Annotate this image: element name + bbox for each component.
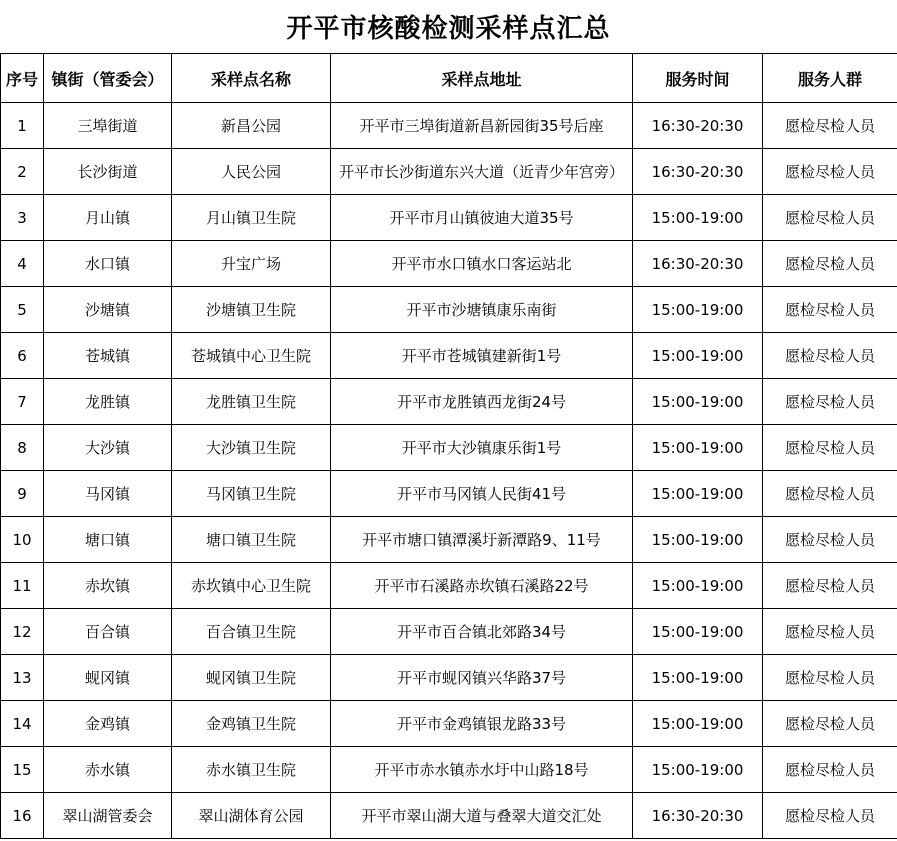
cell-address: 开平市沙塘镇康乐南街 (331, 287, 633, 333)
cell-site: 塘口镇卫生院 (172, 517, 331, 563)
cell-address: 开平市苍城镇建新街1号 (331, 333, 633, 379)
table-row (1, 149, 897, 195)
table-header-row (1, 54, 897, 103)
cell-time: 16:30-20:30 (633, 103, 763, 149)
cell-address: 开平市赤水镇赤水圩中山路18号 (331, 747, 633, 793)
cell-time: 15:00-19:00 (633, 701, 763, 747)
cell-time: 15:00-19:00 (633, 287, 763, 333)
table-row (1, 655, 897, 701)
table-row (1, 241, 897, 287)
cell-site: 升宝广场 (172, 241, 331, 287)
cell-address: 开平市长沙街道东兴大道（近青少年宫旁） (331, 149, 633, 195)
cell-town: 翠山湖管委会 (44, 793, 172, 839)
cell-site: 苍城镇中心卫生院 (172, 333, 331, 379)
table-row (1, 425, 897, 471)
cell-group: 愿检尽检人员 (763, 103, 897, 149)
table-row (1, 701, 897, 747)
cell-group: 愿检尽检人员 (763, 241, 897, 287)
table-row (1, 793, 897, 839)
cell-index: 4 (1, 241, 44, 287)
cell-group: 愿检尽检人员 (763, 471, 897, 517)
cell-town: 月山镇 (44, 195, 172, 241)
cell-town: 金鸡镇 (44, 701, 172, 747)
cell-index: 13 (1, 655, 44, 701)
cell-town: 水口镇 (44, 241, 172, 287)
cell-group: 愿检尽检人员 (763, 149, 897, 195)
cell-group: 愿检尽检人员 (763, 425, 897, 471)
cell-town: 长沙街道 (44, 149, 172, 195)
cell-time: 16:30-20:30 (633, 149, 763, 195)
cell-time: 15:00-19:00 (633, 563, 763, 609)
cell-time: 15:00-19:00 (633, 655, 763, 701)
cell-town: 沙塘镇 (44, 287, 172, 333)
cell-group: 愿检尽检人员 (763, 793, 897, 839)
cell-site: 赤坎镇中心卫生院 (172, 563, 331, 609)
cell-town: 赤坎镇 (44, 563, 172, 609)
page-title: 开平市核酸检测采样点汇总 (286, 14, 611, 44)
cell-site: 百合镇卫生院 (172, 609, 331, 655)
column-header-group: 服务人群 (763, 54, 897, 103)
cell-site: 翠山湖体育公园 (172, 793, 331, 839)
cell-group: 愿检尽检人员 (763, 609, 897, 655)
cell-site: 马冈镇卫生院 (172, 471, 331, 517)
cell-index: 11 (1, 563, 44, 609)
cell-time: 15:00-19:00 (633, 333, 763, 379)
cell-address: 开平市石溪路赤坎镇石溪路22号 (331, 563, 633, 609)
table-row (1, 747, 897, 793)
cell-address: 开平市水口镇水口客运站北 (331, 241, 633, 287)
cell-group: 愿检尽检人员 (763, 747, 897, 793)
cell-index: 9 (1, 471, 44, 517)
cell-group: 愿检尽检人员 (763, 563, 897, 609)
cell-site: 赤水镇卫生院 (172, 747, 331, 793)
table-row (1, 103, 897, 149)
cell-time: 15:00-19:00 (633, 425, 763, 471)
cell-site: 月山镇卫生院 (172, 195, 331, 241)
cell-address: 开平市金鸡镇银龙路33号 (331, 701, 633, 747)
cell-town: 赤水镇 (44, 747, 172, 793)
table-row (1, 471, 897, 517)
cell-address: 开平市龙胜镇西龙街24号 (331, 379, 633, 425)
table-body (1, 103, 897, 839)
table-row (1, 609, 897, 655)
table-row (1, 287, 897, 333)
cell-group: 愿检尽检人员 (763, 333, 897, 379)
table-row (1, 333, 897, 379)
cell-group: 愿检尽检人员 (763, 655, 897, 701)
table-row (1, 563, 897, 609)
cell-address: 开平市三埠街道新昌新园街35号后座 (331, 103, 633, 149)
cell-group: 愿检尽检人员 (763, 701, 897, 747)
cell-address: 开平市月山镇彼迪大道35号 (331, 195, 633, 241)
cell-site: 新昌公园 (172, 103, 331, 149)
column-header-index: 序号 (1, 54, 44, 103)
cell-time: 15:00-19:00 (633, 517, 763, 563)
cell-town: 马冈镇 (44, 471, 172, 517)
cell-town: 大沙镇 (44, 425, 172, 471)
cell-site: 蚬冈镇卫生院 (172, 655, 331, 701)
cell-index: 7 (1, 379, 44, 425)
cell-index: 15 (1, 747, 44, 793)
cell-address: 开平市马冈镇人民街41号 (331, 471, 633, 517)
column-header-time: 服务时间 (633, 54, 763, 103)
cell-site: 大沙镇卫生院 (172, 425, 331, 471)
cell-index: 5 (1, 287, 44, 333)
column-header-address: 采样点地址 (331, 54, 633, 103)
cell-group: 愿检尽检人员 (763, 379, 897, 425)
table-row (1, 379, 897, 425)
cell-address: 开平市塘口镇潭溪圩新潭路9、11号 (331, 517, 633, 563)
cell-site: 金鸡镇卫生院 (172, 701, 331, 747)
cell-address: 开平市蚬冈镇兴华路37号 (331, 655, 633, 701)
cell-index: 10 (1, 517, 44, 563)
cell-index: 16 (1, 793, 44, 839)
cell-site: 龙胜镇卫生院 (172, 379, 331, 425)
cell-time: 16:30-20:30 (633, 241, 763, 287)
cell-index: 6 (1, 333, 44, 379)
cell-site: 人民公园 (172, 149, 331, 195)
cell-time: 16:30-20:30 (633, 793, 763, 839)
table-row (1, 195, 897, 241)
cell-town: 蚬冈镇 (44, 655, 172, 701)
cell-town: 三埠街道 (44, 103, 172, 149)
cell-index: 2 (1, 149, 44, 195)
cell-time: 15:00-19:00 (633, 471, 763, 517)
cell-town: 苍城镇 (44, 333, 172, 379)
cell-site: 沙塘镇卫生院 (172, 287, 331, 333)
cell-town: 百合镇 (44, 609, 172, 655)
cell-town: 龙胜镇 (44, 379, 172, 425)
column-header-site: 采样点名称 (172, 54, 331, 103)
cell-index: 14 (1, 701, 44, 747)
table-row (1, 517, 897, 563)
cell-address: 开平市大沙镇康乐街1号 (331, 425, 633, 471)
cell-time: 15:00-19:00 (633, 609, 763, 655)
cell-index: 3 (1, 195, 44, 241)
cell-town: 塘口镇 (44, 517, 172, 563)
cell-time: 15:00-19:00 (633, 195, 763, 241)
cell-group: 愿检尽检人员 (763, 287, 897, 333)
sampling-points-table (0, 53, 897, 839)
cell-time: 15:00-19:00 (633, 747, 763, 793)
cell-group: 愿检尽检人员 (763, 195, 897, 241)
cell-address: 开平市翠山湖大道与叠翠大道交汇处 (331, 793, 633, 839)
cell-index: 8 (1, 425, 44, 471)
cell-address: 开平市百合镇北郊路34号 (331, 609, 633, 655)
cell-index: 1 (1, 103, 44, 149)
column-header-town: 镇街（管委会） (44, 54, 172, 103)
cell-group: 愿检尽检人员 (763, 517, 897, 563)
cell-index: 12 (1, 609, 44, 655)
cell-time: 15:00-19:00 (633, 379, 763, 425)
